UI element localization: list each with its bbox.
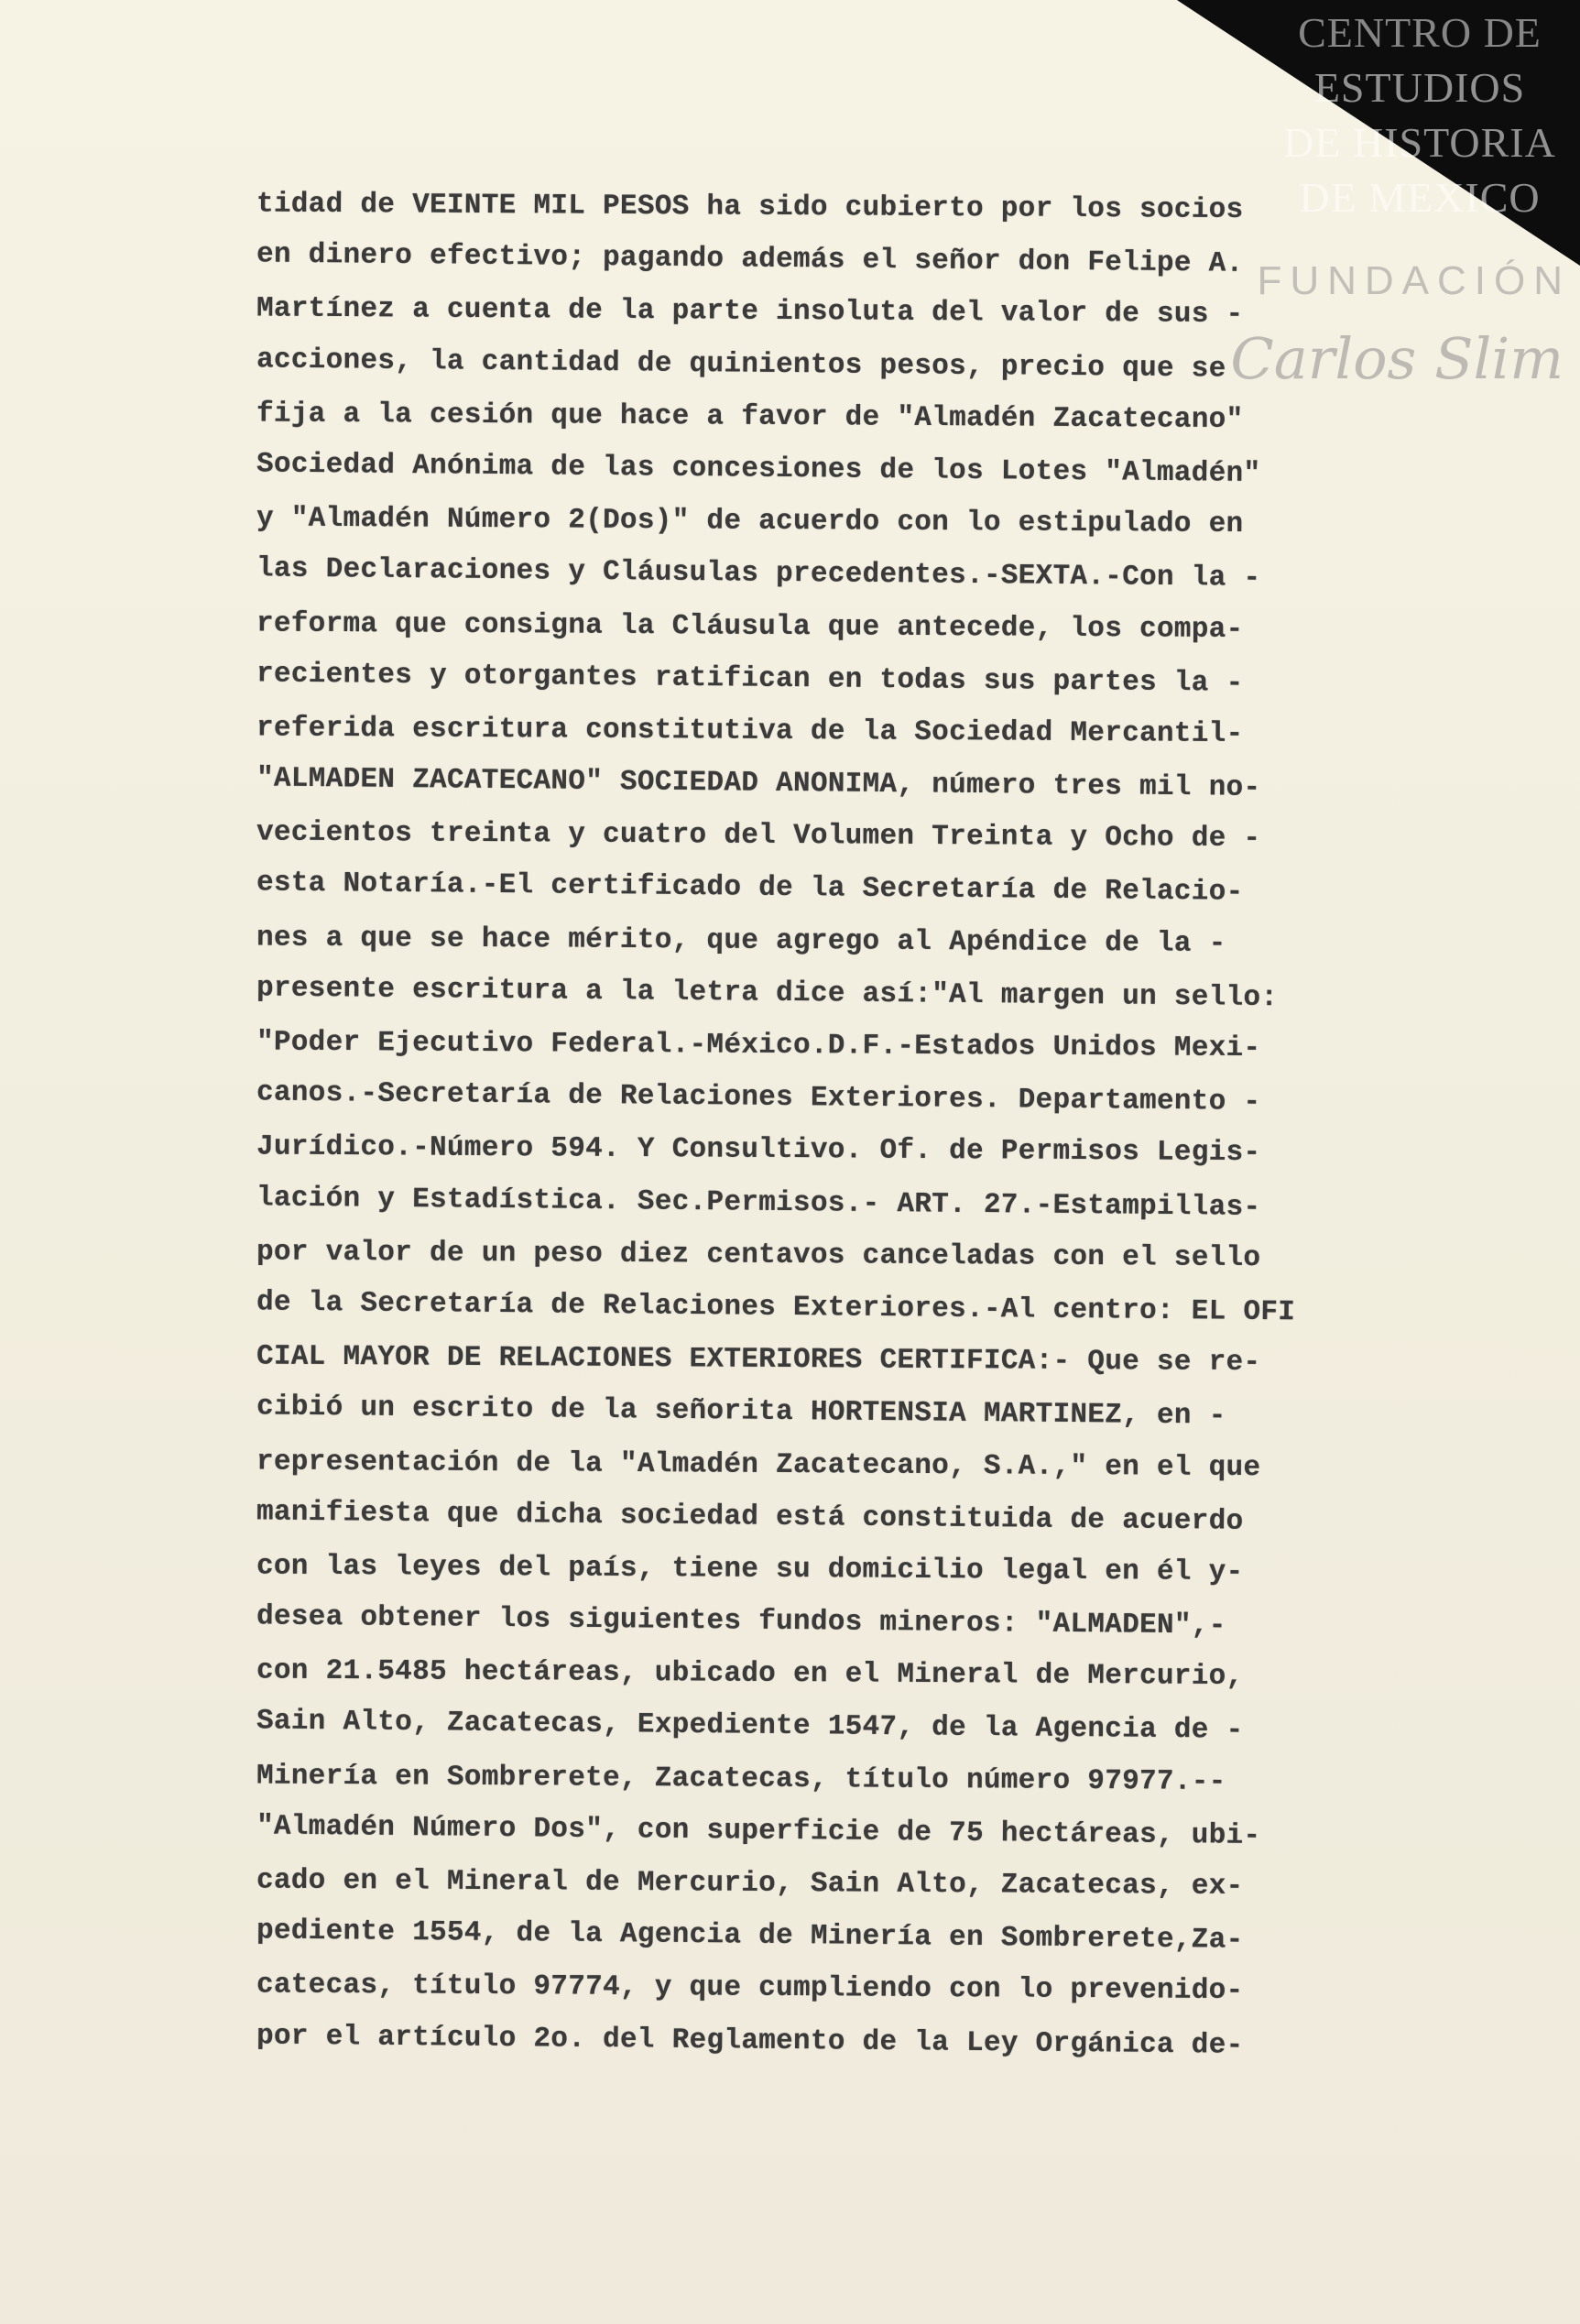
text-line: representación de la "Almadén Zacatecano, S.A.," en el que [256,1445,1261,1484]
text-line: Jurídico.-Número 594. Y Consultivo. Of. de Permisos Legis- [256,1130,1261,1170]
watermark-line: ESTUDIOS [1313,64,1526,111]
text-line: CIAL MAYOR DE RELACIONES EXTERIORES CERTIFICA:- Que se re- [256,1340,1261,1380]
text-line: cibió un escrito de la señorita HORTENSIA MARTINEZ, en - [256,1391,1226,1433]
text-line: catecas, título 97774, y que cumpliendo con lo prevenido- [256,1969,1244,2008]
watermark-line: CENTRO DE [1298,9,1542,56]
text-line: esta Notaría.-El certificado de la Secretaría de Relacio- [256,867,1244,910]
text-line: manifiesta que dicha sociedad está constituida de acuerdo [256,1496,1244,1538]
watermark-line: DE HISTORIA [1283,119,1556,166]
text-line: nes a que se hace mérito, que agrego al Apéndice de la - [256,922,1226,960]
text-line: Minería en Sombrerete, Zacatecas, título número 97977.-- [256,1760,1226,1798]
text-line: "Poder Ejecutivo Federal.-México.D.F.-Estados Unidos Mexi- [256,1026,1261,1065]
text-line: "ALMADEN ZACATECANO" SOCIEDAD ANONIMA, número tres mil no- [256,762,1261,805]
text-line: en dinero efectivo; pagando además el señor don Felipe A. [256,238,1244,280]
text-line: cado en el Mineral de Mercurio, Sain Alto, Zacatecas, ex- [256,1864,1244,1904]
text-line: referida escritura constitutiva de la Sociedad Mercantil- [256,712,1244,750]
text-line: vecientos treinta y cuatro del Volumen Treinta y Ocho de - [256,816,1261,856]
typewritten-body [256,181,1319,2068]
text-line: por el artículo 2o. del Reglamento de la Ley Orgánica de- [256,2019,1244,2062]
text-line: lación y Estadística. Sec.Permisos.- ART. 27.-Estampillas- [256,1181,1261,1224]
text-line: Martínez a cuenta de la parte insoluta del valor de sus - [256,292,1244,332]
text-line: "Almadén Número Dos", con superficie de 75 hectáreas, ubi- [256,1810,1261,1852]
text-line: y "Almadén Número 2(Dos)" de acuerdo con lo estipulado en [256,502,1244,541]
text-line: tidad de VEINTE MIL PESOS ha sido cubierto por los socios [256,188,1244,227]
text-line: de la Secretaría de Relaciones Exteriores.-Al centro: EL OFI [256,1286,1296,1329]
text-line: presente escritura a la letra dice así:"Al margen un sello: [256,972,1279,1014]
text-line: las Declaraciones y Cláusulas precedentes.-SEXTA.-Con la - [256,552,1261,595]
text-line: por valor de un peso diez centavos canceladas con el sello [256,1236,1261,1274]
text-line: recientes y otorgantes ratifican en todas sus partes la - [256,658,1244,700]
text-line: con las leyes del país, tiene su domicilio legal en él y- [256,1550,1244,1588]
watermark-foundation: FUNDACIÓN [1257,258,1571,303]
text-line: canos.-Secretaría de Relaciones Exteriores. Departamento - [256,1076,1261,1119]
text-line: Sain Alto, Zacatecas, Expediente 1547, de la Agencia de - [256,1705,1244,1748]
watermark-line: DE MEXICO [1299,174,1541,221]
watermark-signature: Carlos Slim [1230,325,1564,392]
text-line: desea obtener los siguientes fundos mineros: "ALMADEN",- [256,1600,1226,1642]
text-line: con 21.5485 hectáreas, ubicado en el Mineral de Mercurio, [256,1654,1244,1694]
text-line: pediente 1554, de la Agencia de Minería en Sombrerete,Za- [256,1915,1244,1957]
text-line: Sociedad Anónima de las concesiones de los Lotes "Almadén" [256,448,1261,490]
text-line: reforma que consigna la Cláusula que antecede, los compa- [256,606,1244,646]
text-line: acciones, la cantidad de quinientos pesos, precio que se [256,343,1226,386]
text-line: fija a la cesión que hace a favor de "Almadén Zacatecano" [256,398,1244,436]
